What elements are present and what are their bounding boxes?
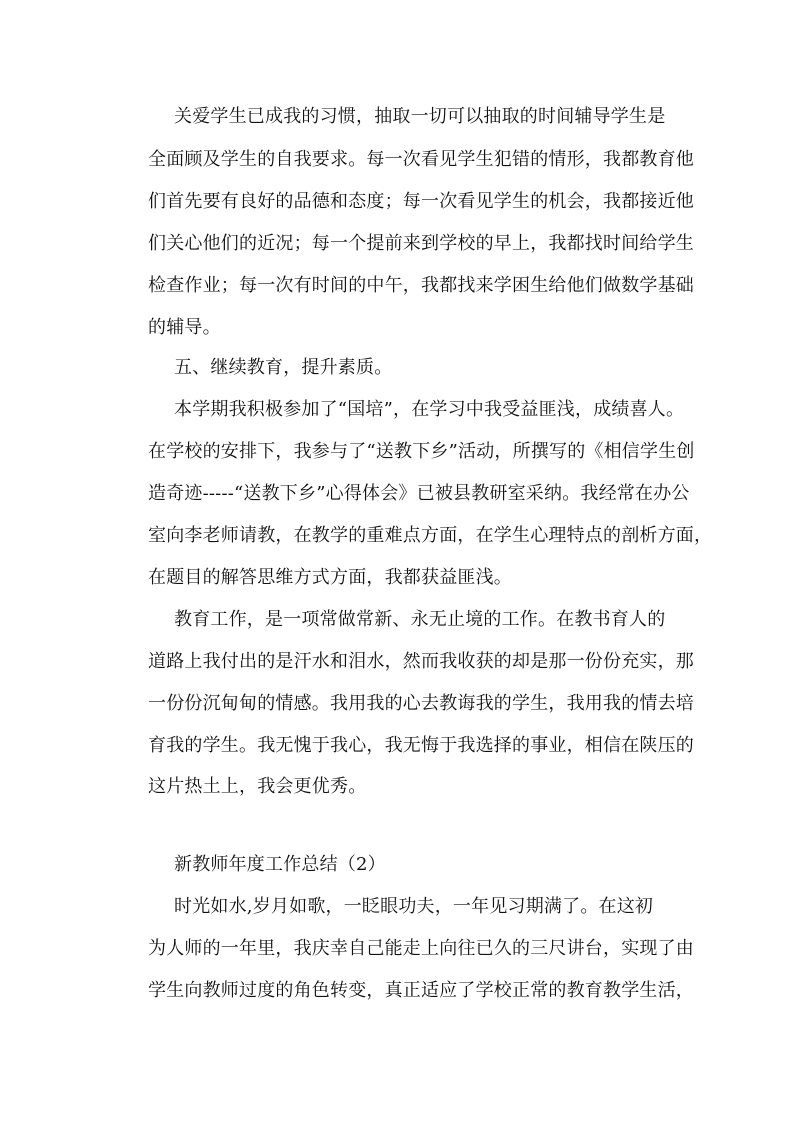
paragraph-line: 关爱学生已成我的习惯，抽取一切可以抽取的时间辅导学生是 [174,106,666,127]
paragraph-line: 们关心他们的近况；每一个提前来到学校的早上，我都找时间给学生 [148,233,694,254]
paragraph-line: 本学期我积极参加了“国培”，在学习中我受益匪浅，成绩喜人。 [174,399,685,420]
paragraph-line: 为人师的一年里，我庆幸自己能走上向往已久的三尺讲台，实现了由 [148,938,694,959]
paragraph-line: 学生向教师过度的角色转变，真正适应了学校正常的教育教学生活， [148,980,694,1001]
paragraph-line: 在题目的解答思维方式方面，我都获益匪浅。 [148,567,512,588]
paragraph-line: 造奇迹-----“送教下乡”心得体会》已被县教研室采纳。我经常在办公 [148,483,690,504]
paragraph-line: 在学校的安排下，我参与了“送教下乡”活动，所撰写的《相信学生创 [148,441,695,462]
paragraph-line: 检查作业；每一次有时间的中午，我都找来学困生给他们做数学基础 [148,275,694,296]
paragraph-line: 全面顾及学生的自我要求。每一次看见学生犯错的情形，我都教育他 [148,149,694,170]
paragraph-line: 道路上我付出的是汗水和泪水，然而我收获的却是那一份份充实，那 [148,651,694,672]
section-heading: 五、继续教育，提升素质。 [174,357,393,378]
paragraph-line: 们首先要有良好的品德和态度；每一次看见学生的机会，我都接近他 [148,191,694,212]
paragraph-line: 这片热土上，我会更优秀。 [148,776,367,797]
paragraph-line: 一份份沉甸甸的情感。我用我的心去教诲我的学生，我用我的情去培 [148,693,694,714]
paragraph-line: 教育工作，是一项常做常新、永无止境的工作。在教书育人的 [174,609,666,630]
document-subtitle: 新教师年度工作总结（2） [174,854,386,875]
paragraph-line: 育我的学生。我无愧于我心，我无悔于我选择的事业，相信在陕压的 [148,735,694,756]
paragraph-line: 时光如水,岁月如歌，一眨眼功夫，一年见习期满了。在这初 [174,896,654,917]
paragraph-line: 的辅导。 [148,317,221,338]
paragraph-line: 室向李老师请教，在教学的重难点方面，在学生心理特点的剖析方面， [148,525,713,546]
